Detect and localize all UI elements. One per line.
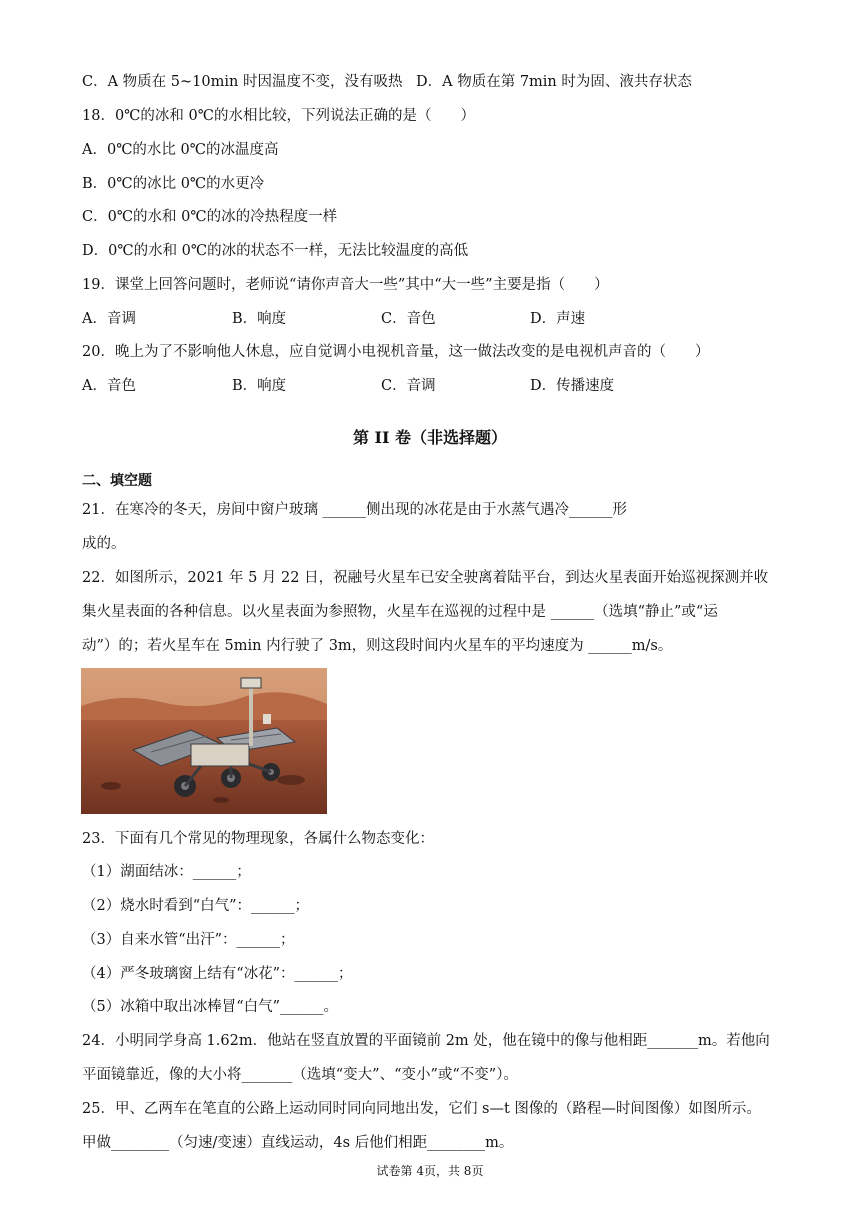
q20-stem: 20．晚上为了不影响他人休息，应自觉调小电视机音量，这一做法改变的是电视机声音的（ ）	[82, 344, 710, 360]
q19-stem: 19．课堂上回答问题时，老师说“请你声音大一些”其中“大一些”主要是指（ ）	[82, 277, 609, 293]
q17-option-d: D．A 物质在第 7min 时为固、液共存状态	[416, 74, 692, 90]
q24-line-2: 平面镜靠近，像的大小将_______（选填“变大”、“变小”或“不变”）。	[82, 1067, 518, 1083]
section-title: 第 II 卷（非选择题）	[352, 428, 508, 447]
q20-option-b: B．响度	[232, 378, 287, 394]
q19-option-b: B．响度	[232, 311, 287, 327]
q23-item-5: （5）冰箱中取出冰棒冒“白气”______。	[82, 999, 339, 1015]
q19-option-a: A．音调	[82, 311, 136, 327]
q25-line-2: 甲做________（匀速/变速）直线运动，4s 后他们相距________m。	[82, 1135, 514, 1151]
part-heading: 二、填空题	[82, 473, 152, 489]
q18-option-a: A．0℃的水比 0℃的冰温度高	[82, 142, 279, 158]
q25-line-1: 25．甲、乙两车在笔直的公路上运动同时同向同地出发，它们 s—t 图像的（路程—时间图像）如图所示。	[82, 1101, 761, 1117]
q24-line-1: 24．小明同学身高 1.62m．他站在竖直放置的平面镜前 2m 处，他在镜中的像与他相距_______m。若他向	[82, 1033, 770, 1049]
q18-stem: 18．0℃的冰和 0℃的水相比较，下列说法正确的是（ ）	[82, 108, 475, 124]
q23-item-3: （3）自来水管“出汗”：______；	[82, 932, 295, 948]
q23-item-2: （2）烧水时看到“白气”：______；	[82, 898, 310, 914]
q18-option-b: B．0℃的冰比 0℃的水更冷	[82, 176, 265, 192]
mars-rover-photo	[81, 668, 327, 814]
q23-stem: 23．下面有几个常见的物理现象，各属什么物态变化：	[82, 831, 434, 847]
q19-option-c: C．音色	[381, 311, 436, 327]
q20-option-d: D．传播速度	[530, 378, 615, 394]
q21-line-1: 21．在寒冷的冬天，房间中窗户玻璃 ______侧出现的冰花是由于水蒸气遇冷______形	[82, 502, 628, 518]
q23-item-1: （1）湖面结冰：______；	[82, 864, 251, 880]
q22-line-3: 动”）的；若火星车在 5min 内行驶了 3m，则这段时间内火星车的平均速度为 ______m/s。	[82, 638, 673, 654]
page-footer: 试卷第 4页，共 8页	[376, 1164, 484, 1178]
q19-option-d: D．声速	[530, 311, 586, 327]
q22-line-2: 集火星表面的各种信息。以火星表面为参照物，火星车在巡视的过程中是 ______（选填“静止”或“运	[82, 604, 718, 620]
q22-line-1: 22．如图所示，2021 年 5 月 22 日，祝融号火星车已安全驶离着陆平台，到达火星表面开始巡视探测并收	[82, 570, 769, 586]
q18-option-c: C．0℃的水和 0℃的冰的冷热程度一样	[82, 209, 338, 225]
q20-option-c: C．音调	[381, 378, 436, 394]
q23-item-4: （4）严冬玻璃窗上结有“冰花”：______；	[82, 966, 353, 982]
q18-option-d: D．0℃的水和 0℃的冰的状态不一样，无法比较温度的高低	[82, 243, 469, 259]
q21-line-2: 成的。	[82, 536, 126, 552]
q17-option-c: C．A 物质在 5~10min 时因温度不变，没有吸热	[82, 74, 403, 90]
q20-option-a: A．音色	[82, 378, 136, 394]
